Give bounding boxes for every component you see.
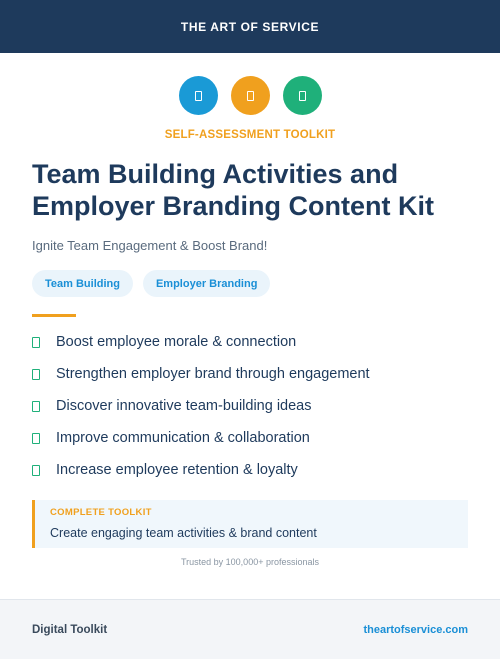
- check-icon: [32, 401, 40, 412]
- icon-row: [0, 76, 500, 115]
- list-item: [32, 428, 370, 448]
- page-subtitle: Ignite Team Engagement & Boost Brand!: [32, 238, 268, 253]
- tag-team-building: Team Building: [32, 270, 133, 297]
- header-bar: [0, 0, 500, 53]
- check-icon: [32, 433, 40, 444]
- benefit-text: Strengthen employer brand through engagement: [56, 366, 370, 382]
- blue-square-icon: [179, 76, 218, 115]
- list-item: [32, 364, 370, 384]
- brand-title: THE ART OF SERVICE: [180, 19, 320, 34]
- list-item: [32, 460, 370, 480]
- footer-website-link[interactable]: theartofservice.com: [363, 623, 468, 636]
- check-icon: [32, 337, 40, 348]
- trust-statement: Trusted by 100,000+ professionals: [180, 557, 319, 567]
- benefit-list: [32, 332, 370, 492]
- eyebrow-label: SELF-ASSESSMENT TOOLKIT: [164, 129, 336, 141]
- footer-label: Digital Toolkit: [32, 623, 108, 636]
- check-icon: [32, 369, 40, 380]
- benefit-text: Improve communication & collaboration: [56, 430, 310, 446]
- orange-square-icon: [231, 76, 270, 115]
- check-icon: [32, 465, 40, 476]
- callout-label: COMPLETE TOOLKIT: [50, 507, 152, 518]
- accent-divider: [32, 314, 76, 317]
- tag-list: [32, 270, 270, 297]
- benefit-text: Increase employee retention & loyalty: [56, 462, 298, 478]
- page-title: Team Building Activities and Employer Branding Content Kit: [32, 159, 435, 221]
- footer-bar: [0, 599, 500, 659]
- toolkit-callout: [32, 500, 468, 548]
- benefit-text: Discover innovative team-building ideas: [56, 398, 312, 414]
- green-square-icon: [283, 76, 322, 115]
- list-item: [32, 396, 370, 416]
- callout-text: Create engaging team activities & brand content: [50, 526, 317, 540]
- tag-employer-branding: Employer Branding: [143, 270, 270, 297]
- list-item: [32, 332, 370, 352]
- benefit-text: Boost employee morale & connection: [56, 334, 297, 350]
